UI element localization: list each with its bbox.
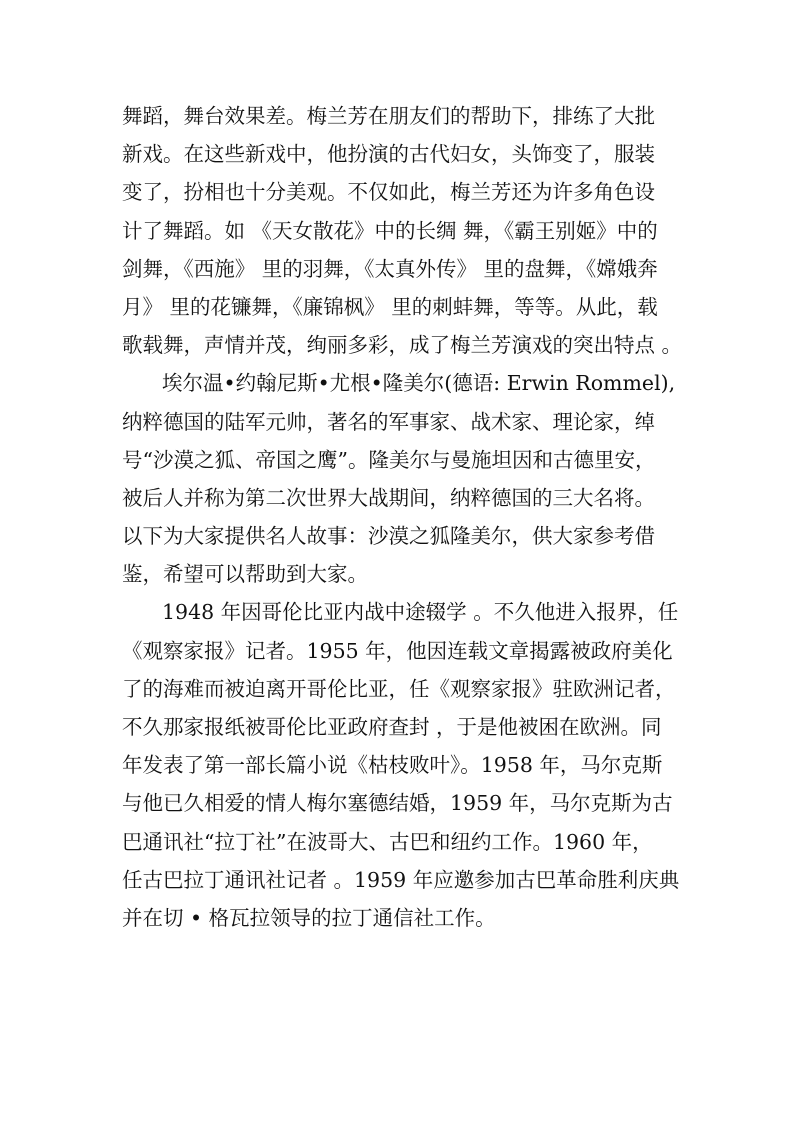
text-line: 《观察家报》记者。1955 年，他因连载文章揭露被政府美化 bbox=[122, 638, 673, 663]
text-line: 以下为大家提供名人故事：沙漠之狐隆美尔，供大家参考借 bbox=[122, 524, 655, 549]
text-line: 巴通讯社“拉丁社”在波哥大、古巴和纽约工作。1960 年， bbox=[122, 829, 653, 854]
text-line: 年发表了第一部长篇小说《枯枝败叶》。1958 年，马尔克斯 bbox=[122, 753, 663, 778]
text-line: 剑舞，《西施》 里的羽舞，《太真外传》 里的盘舞，《嫦娥奔 bbox=[122, 256, 658, 281]
text-line: 月》 里的花镰舞，《廉锦枫》 里的刺蚌舞，等等。从此，载 bbox=[122, 294, 658, 319]
text-line: 计了舞蹈。如 《天女散花》中的长绸 舞，《霸王别姬》中的 bbox=[122, 218, 658, 243]
document-body bbox=[122, 97, 682, 937]
text-line: 不久那家报纸被哥伦比亚政府查封 ，于是他被困在欧洲。同 bbox=[122, 715, 662, 739]
paragraph-rommel bbox=[122, 364, 682, 593]
text-line: 1948 年因哥伦比亚内战中途辍学 。不久他进入报界，任 bbox=[162, 600, 679, 625]
text-line: 新戏。在这些新戏中，他扮演的古代妇女，头饰变了，服装 bbox=[122, 142, 655, 167]
paragraph-marquez bbox=[122, 593, 682, 937]
text-line: 任古巴拉丁通讯社记者 。1959 年应邀参加古巴革命胜利庆典 bbox=[122, 867, 680, 892]
text-line: 并在切 • 格瓦拉领导的拉丁通信社工作。 bbox=[122, 905, 496, 930]
text-line: 纳粹德国的陆军元帅，著名的军事家、战术家、理论家，绰 bbox=[122, 409, 655, 434]
text-line: 歌载舞，声情并茂，绚丽多彩，成了梅兰芳演戏的突出特点 。 bbox=[122, 333, 683, 358]
paragraph-meilanfang bbox=[122, 97, 682, 364]
text-line: 舞蹈，舞台效果差。梅兰芳在朋友们的帮助下，排练了大批 bbox=[122, 104, 655, 128]
text-line: 被后人并称为第二次世界大战期间，纳粹德国的三大名将。 bbox=[122, 485, 655, 510]
text-line: 埃尔温•约翰尼斯•尤根•隆美尔(德语: Erwin Rommel), bbox=[162, 371, 676, 396]
text-line: 鉴，希望可以帮助到大家。 bbox=[122, 562, 368, 587]
text-line: 与他已久相爱的情人梅尔塞德结婚，1959 年，马尔克斯为古 bbox=[122, 791, 673, 816]
text-line: 变了，扮相也十分美观。不仅如此，梅兰芳还为许多角色设 bbox=[122, 180, 655, 205]
text-line: 号“沙漠之狐、帝国之鹰”。隆美尔与曼施坦因和古德里安， bbox=[122, 447, 656, 472]
text-line: 了的海难而被迫离开哥伦比亚，任《观察家报》驻欧洲记者， bbox=[122, 676, 676, 701]
